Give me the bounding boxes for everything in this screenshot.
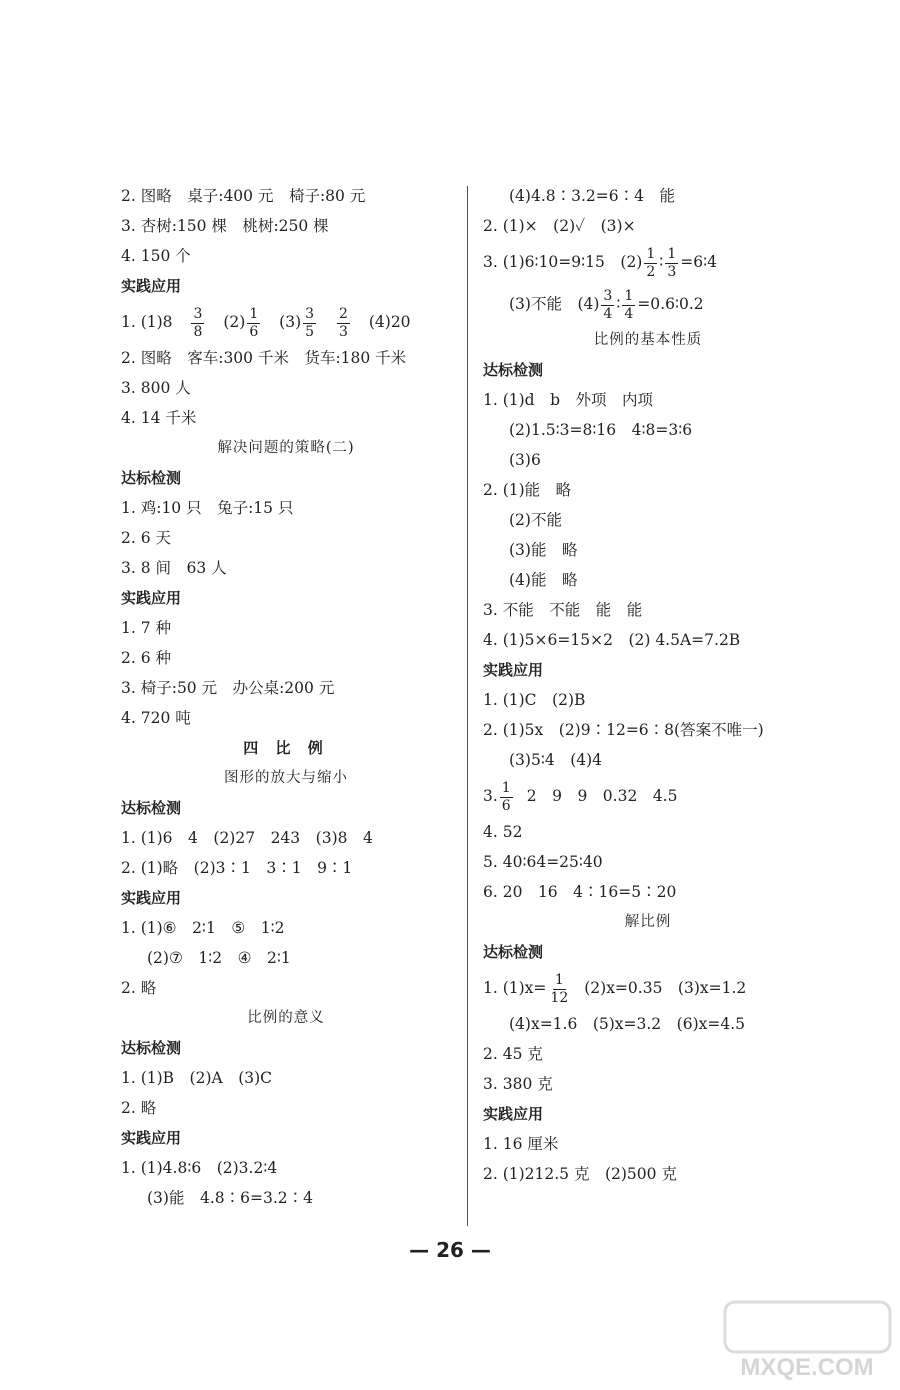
fraction xyxy=(644,246,657,279)
fraction xyxy=(622,288,635,321)
denominator: 6 xyxy=(501,797,511,814)
answer-line: 2. 6 天 xyxy=(121,529,172,547)
answer-line: 1. (1)⑥ 2∶1 ⑤ 1∶2 xyxy=(121,919,285,937)
answer-text: (2) xyxy=(223,313,246,331)
section-title: 解比例 xyxy=(624,914,672,930)
numerator: 1 xyxy=(501,780,511,797)
answer-text: (4)20 xyxy=(368,313,411,331)
answer-line-fractions xyxy=(483,967,813,1009)
denominator: 8 xyxy=(193,323,203,340)
answer-line-fractions xyxy=(121,301,451,343)
numerator: 1 xyxy=(646,246,656,263)
answer-line: 1. (1)6 4 (2)27 243 (3)8 4 xyxy=(121,829,373,847)
numerator: 1 xyxy=(554,972,564,989)
section-title: 图形的放大与缩小 xyxy=(224,770,348,786)
section-heading: 达标检测 xyxy=(483,943,544,961)
answer-line: 1. (1)C (2)B xyxy=(483,691,586,709)
answer-text: (3)不能 (4) xyxy=(509,295,600,313)
answer-text: (2)x=0.35 (3)x=1.2 xyxy=(584,979,747,997)
denominator: 4 xyxy=(603,305,613,322)
answer-line: (3)5∶4 (4)4 xyxy=(509,751,603,769)
answer-line: 3. 杏树:150 棵 桃树:250 棵 xyxy=(121,217,329,235)
answer-line: 4. 14 千米 xyxy=(121,409,197,427)
answer-line-fractions: (3)不能 (4) $\frac{3}{4}$ ∶ $\frac{1}{4}$ =0.6∶0.2 xyxy=(509,288,704,322)
answer-line: (2)不能 xyxy=(509,511,562,529)
answer-line: (4)x=1.6 (5)x=3.2 (6)x=4.5 xyxy=(509,1015,746,1033)
answer-text: 3. xyxy=(483,787,498,805)
watermark-logo xyxy=(720,1300,895,1385)
answer-line-fractions: 3. (1)6∶10=9∶15 (2) $\frac{1}{2}$ ∶ $\frac{1}{3}$ =6∶4 xyxy=(483,246,717,280)
fraction xyxy=(337,306,350,339)
denominator: 4 xyxy=(624,305,634,322)
answer-line: 2. 图略 客车:300 千米 货车:180 千米 xyxy=(121,349,407,367)
answer-line: (3)能 略 xyxy=(509,541,578,559)
left-column xyxy=(121,181,451,1213)
answer-line: 2. (1)5x (2)9∶12=6∶8(答案不唯一) xyxy=(483,721,764,739)
answer-line: (3)能 4.8∶6=3.2∶4 xyxy=(147,1189,313,1207)
answer-line: 4. 52 xyxy=(483,823,523,841)
numerator: 2 xyxy=(339,306,348,323)
fraction xyxy=(247,306,260,339)
answer-line: (2)1.5∶3=8∶16 4∶8=3∶6 xyxy=(509,421,693,439)
answer-line: 4. (1)5×6=15×2 (2) 4.5A=7.2B xyxy=(483,631,741,649)
answer-text: 2 9 9 0.32 4.5 xyxy=(526,787,678,805)
section-heading: 实践应用 xyxy=(121,889,182,907)
answer-line: 2. 图略 桌子:400 元 椅子:80 元 xyxy=(121,187,366,205)
watermark-text: MXQE.COM xyxy=(740,1354,874,1381)
fraction xyxy=(303,306,316,339)
numerator: 3 xyxy=(603,288,613,305)
answer-line: 4. 150 个 xyxy=(121,247,191,265)
denominator: 5 xyxy=(305,323,315,340)
denominator: 2 xyxy=(646,263,656,280)
section-heading: 达标检测 xyxy=(121,1039,182,1057)
answer-line: 2. (1)212.5 克 (2)500 克 xyxy=(483,1165,677,1183)
answer-line: 1. (1)d b 外项 内项 xyxy=(483,391,654,409)
answer-line: (4)4.8∶3.2=6∶4 能 xyxy=(509,187,675,205)
section-heading: 实践应用 xyxy=(121,589,182,607)
denominator: 12 xyxy=(550,989,569,1006)
answer-line: 2. (1)能 略 xyxy=(483,481,572,499)
answer-line: 3. 8 间 63 人 xyxy=(121,559,227,577)
answer-line: (3)6 xyxy=(509,451,541,469)
chapter-title: 四 比 例 xyxy=(243,739,329,757)
answer-text: =0.6∶0.2 xyxy=(637,295,704,313)
page-number: — 26 — xyxy=(409,1238,491,1262)
fraction xyxy=(500,780,513,813)
denominator: 3 xyxy=(339,323,348,340)
section-title: 解决问题的策略(二) xyxy=(217,440,355,456)
answer-text: =6∶4 xyxy=(680,253,717,271)
answer-line: (4)能 略 xyxy=(509,571,578,589)
answer-line: 3. 800 人 xyxy=(121,379,191,397)
answer-line: 5. 40∶64=25∶40 xyxy=(483,853,603,871)
answer-line: 2. 45 克 xyxy=(483,1045,543,1063)
answer-text: 1. (1)8 xyxy=(121,313,173,331)
numerator: 3 xyxy=(305,306,315,323)
answer-line: 2. (1)略 (2)3∶1 3∶1 9∶1 xyxy=(121,859,353,877)
answer-line: 3. 不能 不能 能 能 xyxy=(483,601,643,619)
numerator: 1 xyxy=(624,288,634,305)
section-title: 比例的基本性质 xyxy=(593,332,703,348)
answer-line: 6. 20 16 4∶16=5∶20 xyxy=(483,883,677,901)
denominator: 3 xyxy=(667,263,677,280)
answer-line: 2. 略 xyxy=(121,1099,157,1117)
answer-line: 1. (1)4.8∶6 (2)3.2∶4 xyxy=(121,1159,278,1177)
section-heading: 达标检测 xyxy=(121,469,182,487)
numerator: 1 xyxy=(249,306,259,323)
section-heading: 实践应用 xyxy=(483,1105,544,1123)
section-heading: 实践应用 xyxy=(121,277,182,295)
answer-line: 2. 略 xyxy=(121,979,157,997)
answer-line: 3. 380 克 xyxy=(483,1075,553,1093)
answer-line: 2. (1)× (2)✓ (3)× xyxy=(483,217,636,235)
answer-text: 3. (1)6∶10=9∶15 (2) xyxy=(483,253,643,271)
section-title: 比例的意义 xyxy=(247,1010,325,1026)
column-divider xyxy=(467,186,468,1226)
section-heading: 达标检测 xyxy=(483,361,544,379)
answer-line: 1. 16 厘米 xyxy=(483,1135,559,1153)
numerator: 3 xyxy=(193,306,203,323)
right-column xyxy=(483,181,813,1189)
answer-line: 3. 椅子:50 元 办公桌:200 元 xyxy=(121,679,335,697)
fraction xyxy=(601,288,614,321)
section-heading: 实践应用 xyxy=(121,1129,182,1147)
section-heading: 实践应用 xyxy=(483,661,544,679)
answer-text: (3) xyxy=(279,313,302,331)
fraction xyxy=(665,246,678,279)
answer-line: 2. 6 种 xyxy=(121,649,172,667)
answer-line: 4. 720 吨 xyxy=(121,709,191,727)
answer-line: 1. 7 种 xyxy=(121,619,172,637)
answer-line-fractions xyxy=(483,775,813,817)
denominator: 6 xyxy=(249,323,259,340)
answer-line: 1. 鸡:10 只 兔子:15 只 xyxy=(121,499,294,517)
fraction xyxy=(191,306,204,339)
answer-line: 1. (1)B (2)A (3)C xyxy=(121,1069,273,1087)
answer-text: 1. (1)x= xyxy=(483,979,547,997)
section-heading: 达标检测 xyxy=(121,799,182,817)
answer-line: (2)⑦ 1∶2 ④ 2∶1 xyxy=(147,949,291,967)
numerator: 1 xyxy=(667,246,677,263)
fraction xyxy=(548,972,570,1005)
